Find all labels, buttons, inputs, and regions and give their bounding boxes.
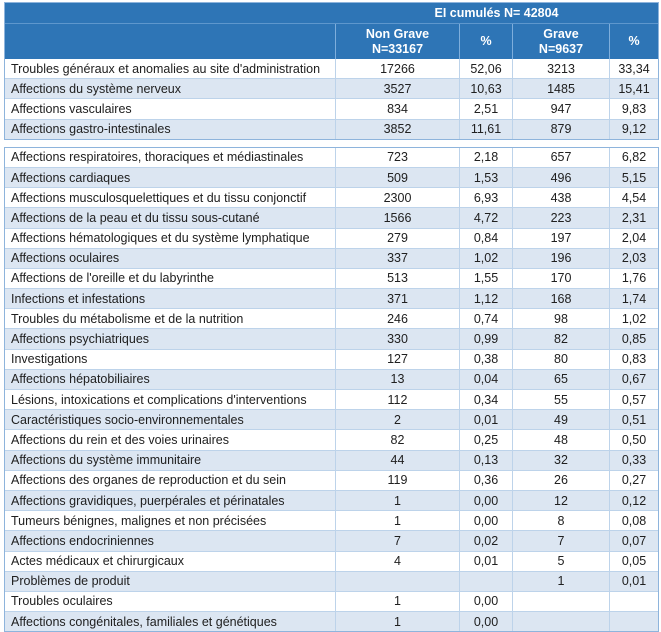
cell-non-grave-pct: 0,00 — [459, 592, 512, 611]
table-row — [5, 450, 658, 470]
table-row — [5, 591, 658, 611]
cell-non-grave-pct: 1,53 — [459, 168, 512, 187]
cell-non-grave: 1 — [335, 612, 459, 631]
cell-non-grave: 1 — [335, 592, 459, 611]
cell-grave: 3213 — [512, 59, 609, 78]
cell-grave-pct: 0,33 — [609, 451, 658, 470]
row-label: Affections vasculaires — [11, 101, 132, 116]
cell-non-grave-pct: 11,61 — [459, 120, 512, 139]
row-label: Affections oculaires — [11, 251, 120, 266]
cell-grave-pct: 5,15 — [609, 168, 658, 187]
cell-grave: 496 — [512, 168, 609, 187]
row-label: Tumeurs bénignes, malignes et non précisées — [11, 513, 267, 528]
table-title: EI cumulés N= 42804 — [434, 6, 559, 20]
row-label: Affections gravidiques, puerpérales et périnatales — [11, 493, 285, 508]
table-row — [5, 389, 658, 409]
cell-non-grave: 834 — [335, 99, 459, 118]
cell-non-grave-pct: 0,00 — [459, 491, 512, 510]
row-label: Infections et infestations — [11, 291, 146, 306]
column-header-grave — [512, 24, 609, 59]
cell-grave-pct: 2,03 — [609, 249, 658, 268]
table-row — [5, 510, 658, 530]
row-label: Affections endocriniennes — [11, 533, 154, 548]
cell-non-grave-pct: 0,04 — [459, 370, 512, 389]
table-row — [5, 207, 658, 227]
cell-non-grave: 1 — [335, 491, 459, 510]
cell-grave-pct: 6,82 — [609, 148, 658, 167]
table-row — [5, 530, 658, 550]
cell-grave: 65 — [512, 370, 609, 389]
table-row — [5, 490, 658, 510]
row-label: Troubles oculaires — [11, 594, 113, 609]
cell-non-grave: 513 — [335, 269, 459, 288]
cell-grave-pct — [609, 612, 658, 631]
table-row — [5, 59, 658, 78]
cell-grave-pct: 0,05 — [609, 552, 658, 571]
table-body-top — [5, 59, 658, 139]
cell-non-grave-pct: 0,74 — [459, 309, 512, 328]
cell-grave: 26 — [512, 471, 609, 490]
cell-grave: 168 — [512, 289, 609, 308]
cell-non-grave-pct: 0,00 — [459, 612, 512, 631]
column-header-category — [5, 24, 335, 59]
row-label: Lésions, intoxications et complications d'interventions — [11, 392, 307, 407]
row-label: Troubles du métabolisme et de la nutrition — [11, 311, 244, 326]
cell-grave-pct: 0,83 — [609, 350, 658, 369]
table-section-bottom — [4, 147, 659, 632]
cell-non-grave: 330 — [335, 329, 459, 348]
cell-grave-pct: 4,54 — [609, 188, 658, 207]
cell-grave-pct: 15,41 — [609, 79, 658, 98]
cell-non-grave: 1 — [335, 511, 459, 530]
table-row — [5, 167, 658, 187]
table-row — [5, 328, 658, 348]
cell-grave-pct: 0,85 — [609, 329, 658, 348]
cell-non-grave: 127 — [335, 350, 459, 369]
column-header-line: % — [480, 34, 492, 48]
cell-non-grave-pct — [459, 572, 512, 591]
row-label: Affections psychiatriques — [11, 332, 150, 347]
cell-grave: 55 — [512, 390, 609, 409]
cell-non-grave-pct: 0,02 — [459, 531, 512, 550]
table-row — [5, 187, 658, 207]
cell-non-grave-pct: 0,36 — [459, 471, 512, 490]
cell-non-grave-pct: 0,84 — [459, 229, 512, 248]
cell-grave-pct: 0,67 — [609, 370, 658, 389]
cell-non-grave: 509 — [335, 168, 459, 187]
cell-non-grave: 13 — [335, 370, 459, 389]
table-row — [5, 228, 658, 248]
cell-non-grave-pct: 52,06 — [459, 59, 512, 78]
cell-grave-pct: 1,02 — [609, 309, 658, 328]
cell-grave-pct: 33,34 — [609, 59, 658, 78]
table-row — [5, 248, 658, 268]
table-row — [5, 409, 658, 429]
cell-non-grave: 723 — [335, 148, 459, 167]
cell-non-grave-pct: 0,25 — [459, 430, 512, 449]
row-label: Affections du rein et des voies urinaires — [11, 432, 229, 447]
row-label: Affections du système immunitaire — [11, 453, 202, 468]
cell-grave-pct: 0,07 — [609, 531, 658, 550]
column-header-line: N=9637 — [538, 41, 584, 56]
row-label: Affections du système nerveux — [11, 81, 181, 96]
column-header-non-grave-pct — [459, 24, 512, 59]
table-row — [5, 268, 658, 288]
cell-grave-pct: 0,12 — [609, 491, 658, 510]
table-row — [5, 119, 658, 139]
cell-grave-pct: 0,27 — [609, 471, 658, 490]
cell-grave: 5 — [512, 552, 609, 571]
cell-non-grave — [335, 572, 459, 591]
cell-grave: 48 — [512, 430, 609, 449]
cell-non-grave: 44 — [335, 451, 459, 470]
table-header-row — [5, 23, 658, 59]
cell-grave: 947 — [512, 99, 609, 118]
cell-non-grave: 2 — [335, 410, 459, 429]
cell-non-grave-pct: 10,63 — [459, 79, 512, 98]
table-body-bottom — [5, 148, 658, 632]
cell-non-grave: 337 — [335, 249, 459, 268]
cell-grave: 12 — [512, 491, 609, 510]
row-label: Investigations — [11, 352, 88, 367]
table-row — [5, 470, 658, 490]
cell-grave: 32 — [512, 451, 609, 470]
cell-grave: 170 — [512, 269, 609, 288]
row-label: Problèmes de produit — [11, 574, 130, 589]
row-label: Actes médicaux et chirurgicaux — [11, 554, 184, 569]
cell-grave-pct: 1,74 — [609, 289, 658, 308]
column-header-line: Non Grave — [365, 26, 430, 41]
row-label: Affections gastro-intestinales — [11, 122, 171, 137]
cell-non-grave: 2300 — [335, 188, 459, 207]
cell-grave: 197 — [512, 229, 609, 248]
row-label: Affections de la peau et du tissu sous-cutané — [11, 210, 260, 225]
table-row — [5, 78, 658, 98]
cell-non-grave-pct: 0,13 — [459, 451, 512, 470]
cell-non-grave-pct: 1,55 — [459, 269, 512, 288]
column-header-line: N=33167 — [371, 41, 424, 56]
cell-grave-pct: 9,12 — [609, 120, 658, 139]
row-label: Affections de l'oreille et du labyrinthe — [11, 271, 214, 286]
cell-grave: 879 — [512, 120, 609, 139]
cell-non-grave-pct: 2,18 — [459, 148, 512, 167]
cell-grave: 223 — [512, 208, 609, 227]
cell-grave-pct: 1,76 — [609, 269, 658, 288]
cell-non-grave: 246 — [335, 309, 459, 328]
cell-non-grave-pct: 0,38 — [459, 350, 512, 369]
section-separator — [4, 140, 659, 147]
cell-grave-pct: 0,57 — [609, 390, 658, 409]
cell-non-grave-pct: 0,01 — [459, 552, 512, 571]
cell-non-grave: 1566 — [335, 208, 459, 227]
cell-non-grave-pct: 0,99 — [459, 329, 512, 348]
column-header-grave-pct — [609, 24, 658, 59]
cell-grave — [512, 592, 609, 611]
table-title-row — [5, 3, 658, 23]
cell-grave: 7 — [512, 531, 609, 550]
cell-non-grave-pct: 0,01 — [459, 410, 512, 429]
cell-non-grave: 119 — [335, 471, 459, 490]
cell-grave: 98 — [512, 309, 609, 328]
cell-non-grave-pct: 4,72 — [459, 208, 512, 227]
row-label: Affections respiratoires, thoraciques et médiastinales — [11, 150, 304, 165]
table-row — [5, 369, 658, 389]
cell-grave: 82 — [512, 329, 609, 348]
cell-grave-pct: 9,83 — [609, 99, 658, 118]
row-label: Affections congénitales, familiales et génétiques — [11, 614, 277, 629]
cell-non-grave: 7 — [335, 531, 459, 550]
cell-grave-pct: 0,08 — [609, 511, 658, 530]
table-row — [5, 551, 658, 571]
cell-grave: 1 — [512, 572, 609, 591]
cell-non-grave-pct: 2,51 — [459, 99, 512, 118]
cell-non-grave-pct: 0,34 — [459, 390, 512, 409]
table-row — [5, 288, 658, 308]
column-header-non-grave — [335, 24, 459, 59]
column-header-line: % — [628, 34, 640, 48]
table-row — [5, 611, 658, 631]
cell-non-grave-pct: 1,12 — [459, 289, 512, 308]
cell-grave — [512, 612, 609, 631]
cell-non-grave: 279 — [335, 229, 459, 248]
table-row — [5, 148, 658, 167]
cell-non-grave: 82 — [335, 430, 459, 449]
cell-non-grave-pct: 0,00 — [459, 511, 512, 530]
row-label: Troubles généraux et anomalies au site d'administration — [11, 61, 321, 76]
cell-grave-pct: 2,04 — [609, 229, 658, 248]
row-label: Affections hépatobiliaires — [11, 372, 150, 387]
cell-grave: 196 — [512, 249, 609, 268]
cell-grave: 438 — [512, 188, 609, 207]
column-header-line: Grave — [543, 26, 579, 41]
row-label: Caractéristiques socio-environnementales — [11, 412, 244, 427]
table-row — [5, 571, 658, 591]
cell-non-grave: 17266 — [335, 59, 459, 78]
cell-grave-pct: 0,50 — [609, 430, 658, 449]
cell-grave-pct: 0,51 — [609, 410, 658, 429]
cell-non-grave-pct: 6,93 — [459, 188, 512, 207]
cell-grave-pct: 0,01 — [609, 572, 658, 591]
cell-non-grave-pct: 1,02 — [459, 249, 512, 268]
cell-non-grave: 3852 — [335, 120, 459, 139]
cell-non-grave: 3527 — [335, 79, 459, 98]
row-label: Affections hématologiques et du système lymphatique — [11, 231, 310, 246]
cell-grave: 80 — [512, 350, 609, 369]
cell-non-grave: 4 — [335, 552, 459, 571]
table-row — [5, 98, 658, 118]
row-label: Affections musculosquelettiques et du tissu conjonctif — [11, 190, 307, 205]
table-row — [5, 308, 658, 328]
cell-grave-pct: 2,31 — [609, 208, 658, 227]
cell-grave: 1485 — [512, 79, 609, 98]
cell-grave: 49 — [512, 410, 609, 429]
table-row — [5, 349, 658, 369]
table-row — [5, 429, 658, 449]
row-label: Affections des organes de reproduction et du sein — [11, 473, 286, 488]
table-section-top — [4, 2, 659, 140]
cell-non-grave: 112 — [335, 390, 459, 409]
adverse-events-table — [4, 2, 659, 632]
cell-grave: 8 — [512, 511, 609, 530]
cell-grave-pct — [609, 592, 658, 611]
row-label: Affections cardiaques — [11, 170, 131, 185]
cell-non-grave: 371 — [335, 289, 459, 308]
cell-grave: 657 — [512, 148, 609, 167]
